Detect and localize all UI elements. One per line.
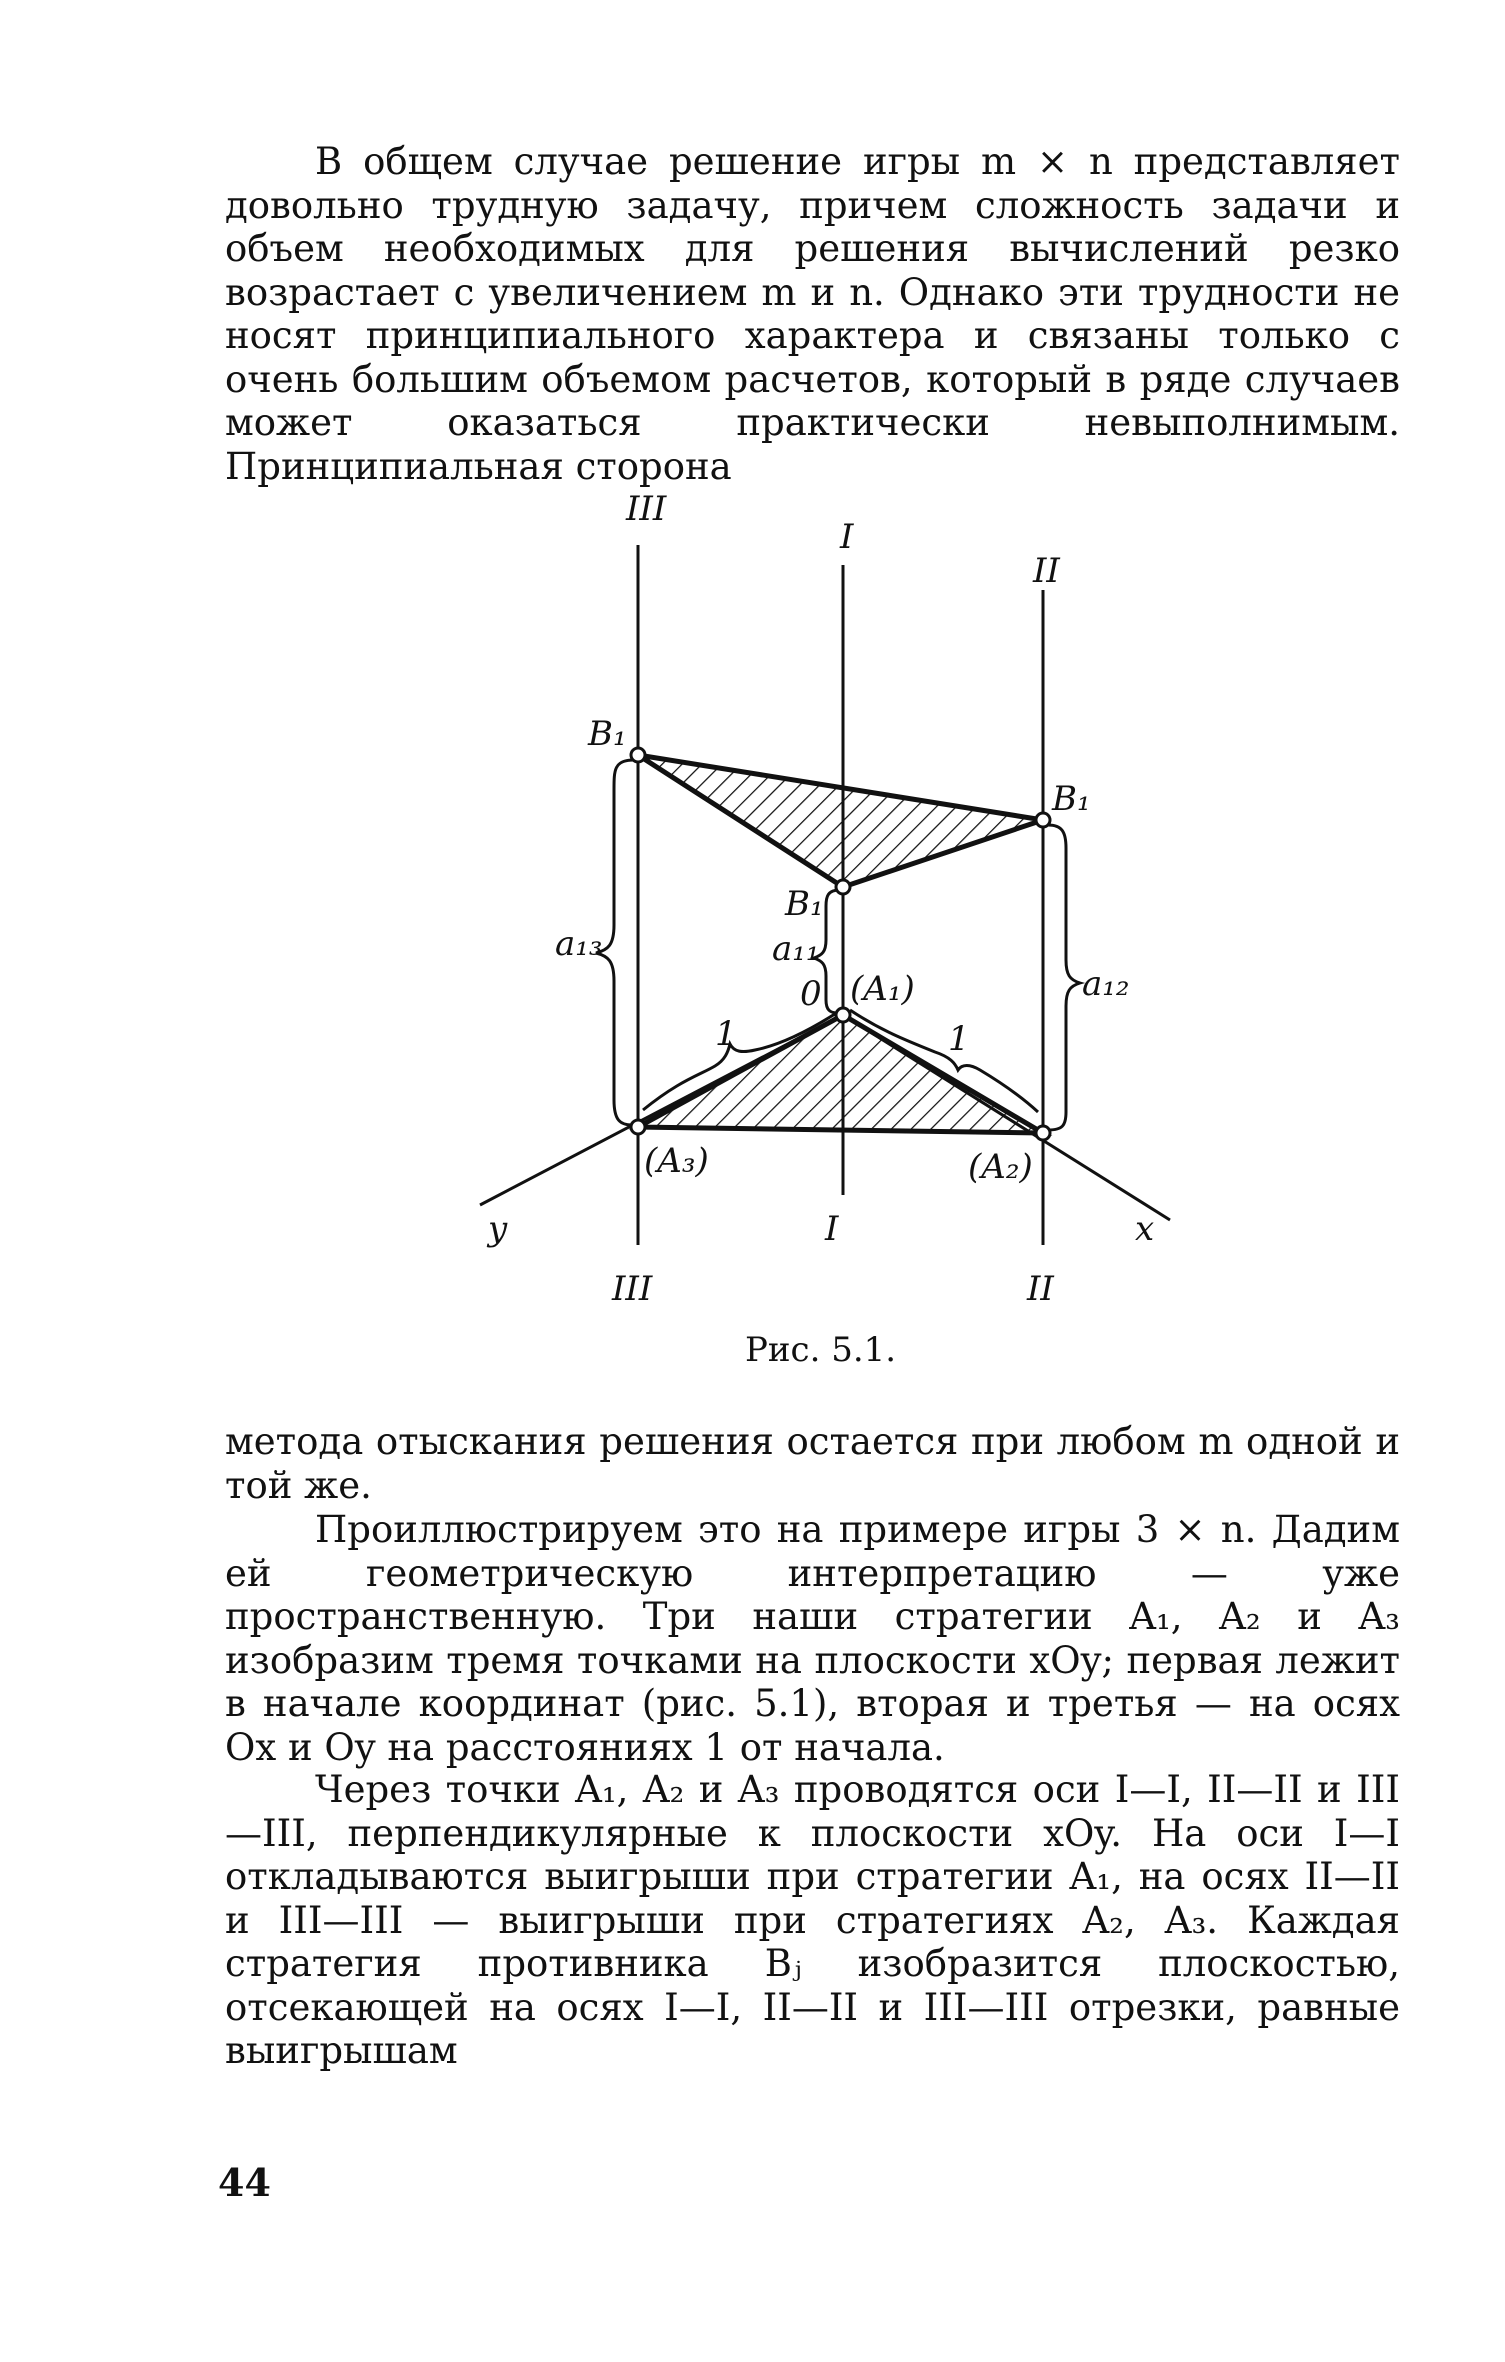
label-one-right: 1 — [948, 1019, 970, 1059]
brace-a12 — [1048, 825, 1080, 1130]
label-origin: 0 — [800, 974, 822, 1014]
point-a2 — [1036, 1126, 1050, 1140]
point-a1 — [836, 1008, 850, 1022]
label-one-left: 1 — [715, 1014, 737, 1054]
label-b-middle: B₁ — [785, 884, 824, 924]
paragraph-axes: Через точки A₁, A₂ и A₃ проводятся оси I—I, II—II и III—III, перпендикулярные к плоскости xOy. На оси I—I откладываются выигрыши при стратегии A₁, на осях II—II и III—III — выигрыши при стратегиях A₂, A₃. Каждая стратегия противника Bⱼ изобразится плоскостью, отсекающей на осях I—I, II—II и III—III отрезки, равные выигрышам — [225, 1768, 1400, 2072]
figure-caption: Рис. 5.1. — [745, 1330, 897, 1370]
label-a12: a₁₂ — [1082, 964, 1130, 1004]
upper-plane-triangle — [638, 755, 1043, 887]
label-x: x — [1135, 1209, 1155, 1249]
point-b-i — [836, 880, 850, 894]
point-b-iii — [631, 748, 645, 762]
label-a11: a₁₁ — [772, 929, 820, 969]
page-number: 44 — [218, 2160, 271, 2205]
paragraph-continuation: метода отыскания решения остается при любом m одной и той же. — [225, 1420, 1400, 1507]
label-a2: (A₂) — [968, 1147, 1033, 1187]
label-axis1-top: I — [840, 517, 854, 557]
paragraph-illustration: Проиллюстрируем это на примере игры 3 × n. Дадим ей геометрическую интерпретацию — уже пространственную. Три наши стратегии A₁, A₂ и A₃ изобразим тремя точками на плоскости xOy; первая лежит в начале координат (рис. 5.1), вторая и третья — на осях Ox и Oy на расстояниях 1 от начала. — [225, 1508, 1400, 1769]
label-y: y — [488, 1209, 508, 1249]
label-axis2-top: II — [1033, 551, 1060, 591]
label-a3: (A₃) — [644, 1141, 709, 1181]
paragraph-intro: В общем случае решение игры m × n представляет довольно трудную задачу, причем сложность задачи и объем необходимых для решения вычислений резко возрастает с увеличением m и n. Однако эти трудности не носят принципиального характера и связаны только с очень большим объемом расчетов, который в ряде случаев может оказаться практически невыполнимым. Принципиальная сторона — [225, 140, 1400, 488]
label-a13: a₁₃ — [555, 924, 603, 964]
label-axis2-bottom: II — [1027, 1269, 1054, 1309]
label-a1: (A₁) — [850, 969, 915, 1009]
point-b-ii — [1036, 813, 1050, 827]
label-b-left: B₁ — [588, 714, 627, 754]
point-a3 — [631, 1120, 645, 1134]
label-b-right: B₁ — [1052, 779, 1091, 819]
label-axis3-top: III — [626, 489, 667, 529]
label-axis3-bottom: III — [612, 1269, 653, 1309]
label-axis1-bottom: I — [825, 1209, 839, 1249]
